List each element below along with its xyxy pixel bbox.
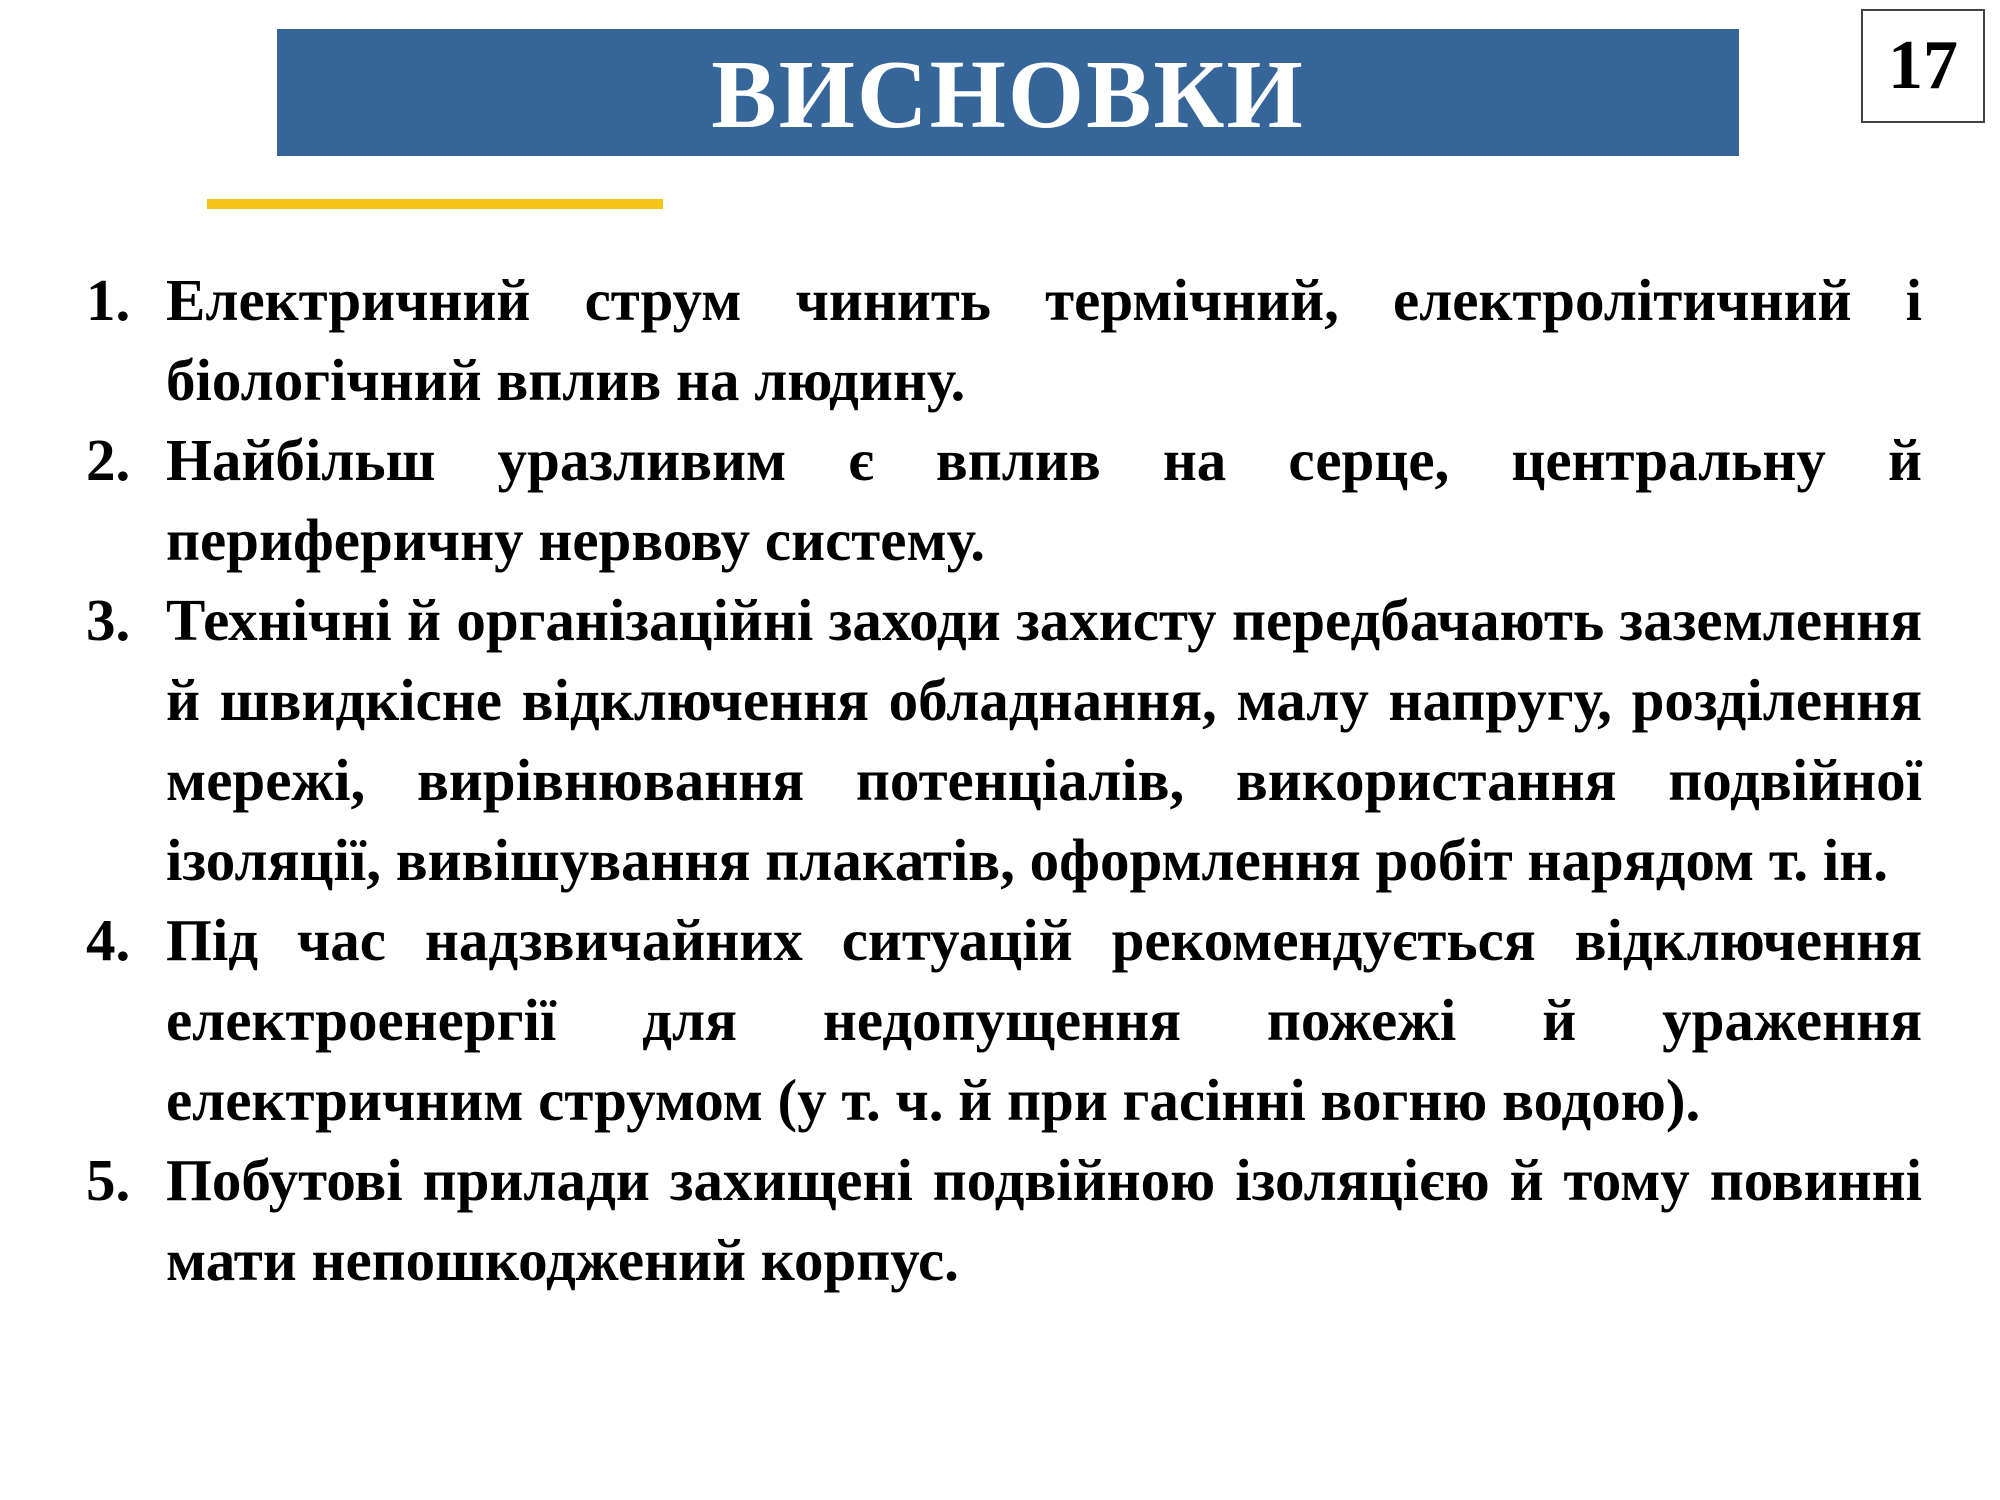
conclusion-text: Електричний струм чинить термічний, електролітичний і біологічний вплив на людину. xyxy=(166,267,1922,413)
accent-underline xyxy=(207,199,663,209)
conclusions-list xyxy=(86,260,1922,1300)
conclusion-text: Під час надзвичайних ситуацій рекомендується відключення електроенергії для недопущення пожежі й ураження електричним струмом (у т. ч. й при гасінні вогню водою). xyxy=(166,907,1922,1133)
conclusion-item-3 xyxy=(86,580,1922,900)
conclusion-item-2 xyxy=(86,420,1922,580)
conclusion-item-4 xyxy=(86,900,1922,1140)
conclusion-number: 3. xyxy=(86,587,131,653)
conclusion-number: 2. xyxy=(86,427,131,493)
conclusion-text: Побутові прилади захищені подвійною ізоляцією й тому повинні мати непошкоджений корпус. xyxy=(166,1147,1922,1293)
conclusion-text: Найбільш уразливим є вплив на серце, центральну й периферичну нервову систему. xyxy=(166,427,1922,573)
slide-title: ВИСНОВКИ xyxy=(711,40,1305,149)
conclusion-number: 1. xyxy=(86,267,131,333)
conclusion-number: 4. xyxy=(86,907,131,973)
conclusion-item-1 xyxy=(86,260,1922,420)
conclusion-number: 5. xyxy=(86,1147,131,1213)
title-banner xyxy=(277,29,1739,156)
slide-number-box xyxy=(1861,9,1985,123)
slide-number: 17 xyxy=(1888,27,1958,104)
conclusion-text: Технічні й організаційні заходи захисту передбачають заземлення й швидкісне відключення обладнання, малу напругу, розділення мережі, вирівнювання потенціалів, використання подвійної ізоляції, вивішування плакатів, оформлення робіт нарядом т. ін. xyxy=(166,587,1922,893)
conclusion-item-5 xyxy=(86,1140,1922,1300)
